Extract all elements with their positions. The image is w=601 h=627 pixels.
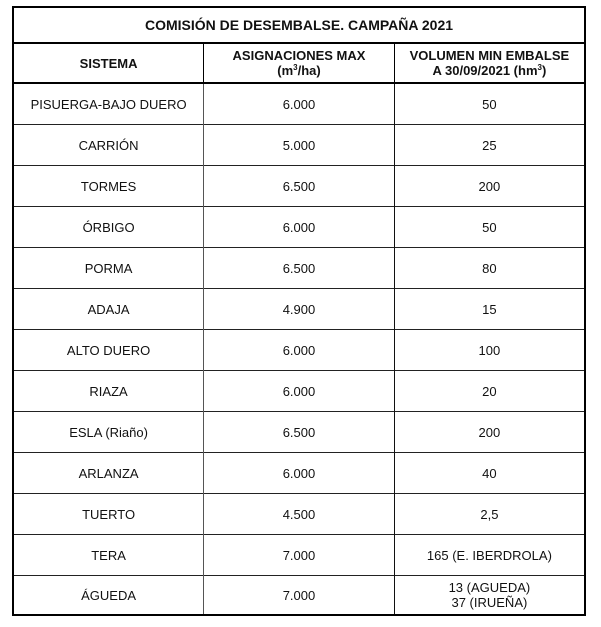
cell-asignacion: 6.000 [204, 453, 395, 494]
cell-sistema: ALTO DUERO [13, 330, 204, 371]
cell-sistema: ADAJA [13, 289, 204, 330]
title-row [13, 7, 585, 43]
cell-volumen: 200 [394, 412, 585, 453]
cell-volumen [394, 576, 585, 616]
cell-asignacion: 6.000 [204, 371, 395, 412]
unit-suffix: /ha) [297, 63, 321, 78]
header-row [13, 43, 585, 83]
unit-prefix: A 30/09/2021 (hm [432, 63, 538, 78]
cell-volumen: 50 [394, 83, 585, 125]
header-volumen-unit [395, 63, 584, 78]
cell-volumen: 2,5 [394, 494, 585, 535]
cell-asignacion: 6.000 [204, 207, 395, 248]
cell-volumen: 25 [394, 125, 585, 166]
volumen-line-iruena: 37 (IRUEÑA) [451, 595, 528, 610]
header-asignaciones-label: ASIGNACIONES MAX [232, 48, 366, 63]
cell-asignacion: 7.000 [204, 576, 395, 616]
header-asignaciones-unit [204, 63, 394, 78]
unit-prefix: (m [277, 63, 294, 78]
table-row [13, 371, 585, 412]
header-volumen-label: VOLUMEN MIN EMBALSE [409, 48, 570, 63]
table-row [13, 330, 585, 371]
cell-sistema: ÁGUEDA [13, 576, 204, 616]
cell-asignacion: 6.500 [204, 412, 395, 453]
unit-superscript: 3 [293, 63, 298, 72]
cell-asignacion: 7.000 [204, 535, 395, 576]
cell-asignacion: 6.500 [204, 248, 395, 289]
desembalse-table [12, 6, 586, 616]
cell-sistema: TORMES [13, 166, 204, 207]
table-row [13, 248, 585, 289]
cell-volumen: 50 [394, 207, 585, 248]
table-row [13, 289, 585, 330]
cell-volumen: 200 [394, 166, 585, 207]
cell-volumen: 40 [394, 453, 585, 494]
cell-sistema: PISUERGA-BAJO DUERO [30, 96, 187, 112]
table-row [13, 166, 585, 207]
table-row [13, 207, 585, 248]
header-asignaciones [204, 43, 395, 83]
table-title: COMISIÓN DE DESEMBALSE. CAMPAÑA 2021 [13, 7, 585, 43]
cell-volumen: 80 [394, 248, 585, 289]
cell-sistema: ÓRBIGO [13, 207, 204, 248]
cell-sistema: PORMA [13, 248, 204, 289]
cell-asignacion: 6.000 [204, 330, 395, 371]
header-volumen [394, 43, 585, 83]
cell-sistema: RIAZA [13, 371, 204, 412]
cell-volumen: 15 [394, 289, 585, 330]
table-row [13, 494, 585, 535]
cell-asignacion: 4.500 [204, 494, 395, 535]
unit-superscript: 3 [537, 63, 542, 72]
cell-sistema: ESLA (Riaño) [13, 412, 204, 453]
header-sistema: SISTEMA [13, 43, 204, 83]
cell-sistema: TERA [13, 535, 204, 576]
table-row [13, 576, 585, 616]
cell-asignacion: 6.500 [204, 166, 395, 207]
table-row [13, 535, 585, 576]
unit-suffix: ) [541, 63, 547, 78]
cell-volumen: 165 (E. IBERDROLA) [394, 535, 585, 576]
cell-asignacion: 4.900 [204, 289, 395, 330]
cell-sistema: TUERTO [13, 494, 204, 535]
cell-sistema: CARRIÓN [13, 125, 204, 166]
cell-asignacion: 6.000 [204, 83, 395, 125]
table-row [13, 453, 585, 494]
table-row [13, 412, 585, 453]
table-row [13, 83, 585, 125]
cell-volumen: 20 [394, 371, 585, 412]
volumen-line-agueda: 13 (AGUEDA) [448, 580, 531, 595]
cell-asignacion: 5.000 [204, 125, 395, 166]
cell-volumen: 100 [394, 330, 585, 371]
table-row [13, 125, 585, 166]
cell-sistema: ARLANZA [13, 453, 204, 494]
